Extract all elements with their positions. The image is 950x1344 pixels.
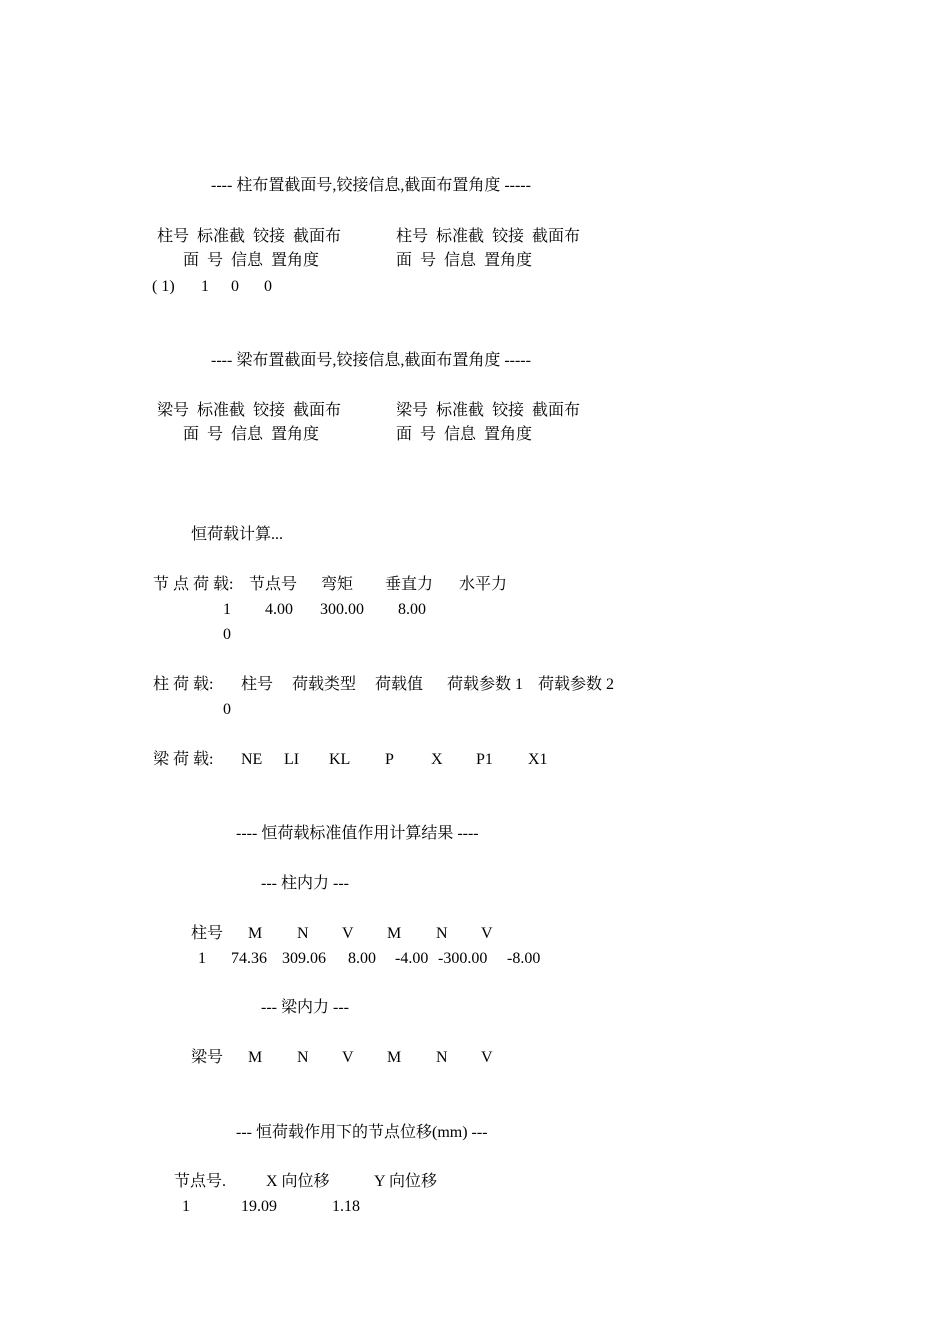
column-layout-header-1-right: 柱号 标准截 铰接 截面布 xyxy=(396,228,581,245)
column-load-col-type: 荷载类型 xyxy=(292,676,357,693)
beam-load-col-x: X xyxy=(431,751,443,768)
column-load-col-param2: 荷载参数 2 xyxy=(538,676,615,693)
column-layout-header-2-right: 面 号 信息 置角度 xyxy=(396,252,533,269)
column-load-col-param1: 荷载参数 1 xyxy=(447,676,524,693)
node-load-col-horizontal: 水平力 xyxy=(459,576,508,593)
node-load-col-vertical: 垂直力 xyxy=(385,576,434,593)
beam-layout-header-2-right: 面 号 信息 置角度 xyxy=(396,426,533,443)
column-load-col-value: 荷载值 xyxy=(375,676,424,693)
results-title: ---- 恒荷载标准值作用计算结果 ---- xyxy=(236,825,479,842)
column-layout-title: ---- 柱布置截面号,铰接信息,截面布置角度 ----- xyxy=(211,177,531,194)
node-load-trailer: 0 xyxy=(223,626,231,643)
beam-forces-col-n2: N xyxy=(436,1049,448,1066)
beam-forces-col-n1: N xyxy=(297,1049,309,1066)
column-layout-row-hinge: 0 xyxy=(231,278,239,295)
column-layout-row-angle: 0 xyxy=(264,278,272,295)
column-forces-row-v2: -8.00 xyxy=(507,950,541,967)
column-forces-subtitle: --- 柱内力 --- xyxy=(261,875,349,892)
column-layout-header-2-left: 面 号 信息 置角度 xyxy=(183,252,320,269)
beam-layout-header-2-left: 面 号 信息 置角度 xyxy=(183,426,320,443)
column-layout-header-1-left: 柱号 标准截 铰接 截面布 xyxy=(157,228,342,245)
beam-layout-header-1-right: 梁号 标准截 铰接 截面布 xyxy=(396,402,581,419)
node-load-row-node: 1 xyxy=(223,601,231,618)
node-load-col-node: 节点号 xyxy=(249,576,298,593)
beam-forces-col-v2: V xyxy=(481,1049,493,1066)
column-forces-row-m2: -4.00 xyxy=(395,950,429,967)
column-layout-row-section: 1 xyxy=(201,278,209,295)
node-load-label: 节 点 荷 载: xyxy=(153,576,234,593)
displacements-row-y: 1.18 xyxy=(332,1198,360,1215)
column-layout-row-id: ( 1) xyxy=(152,278,175,295)
beam-load-label: 梁 荷 载: xyxy=(153,751,214,768)
displacements-col-node: 节点号. xyxy=(174,1173,227,1190)
column-forces-col-n2: N xyxy=(436,925,448,942)
displacements-col-y: Y 向位移 xyxy=(374,1173,437,1190)
column-forces-row-id: 1 xyxy=(198,950,206,967)
beam-layout-header-1-left: 梁号 标准截 铰接 截面布 xyxy=(157,402,342,419)
column-load-label: 柱 荷 载: xyxy=(153,676,214,693)
beam-forces-subtitle: --- 梁内力 --- xyxy=(261,999,349,1016)
beam-forces-col-m1: M xyxy=(248,1049,263,1066)
column-forces-row-n2: -300.00 xyxy=(438,950,488,967)
beam-forces-col-m2: M xyxy=(387,1049,402,1066)
column-forces-col-id: 柱号 xyxy=(191,925,224,942)
column-forces-col-m2: M xyxy=(387,925,402,942)
column-load-trailer: 0 xyxy=(223,701,231,718)
beam-load-col-p1: P1 xyxy=(476,751,493,768)
node-load-row-vertical: 300.00 xyxy=(320,601,364,618)
beam-load-col-kl: KL xyxy=(329,751,351,768)
column-load-col-id: 柱号 xyxy=(241,676,274,693)
node-load-col-moment: 弯矩 xyxy=(321,576,354,593)
column-forces-col-v2: V xyxy=(481,925,493,942)
displacements-subtitle: --- 恒荷载作用下的节点位移(mm) --- xyxy=(236,1124,488,1141)
dead-load-heading: 恒荷载计算... xyxy=(191,526,284,543)
displacements-col-x: X 向位移 xyxy=(266,1173,330,1190)
column-forces-col-n1: N xyxy=(297,925,309,942)
column-forces-col-v1: V xyxy=(342,925,354,942)
beam-load-col-ne: NE xyxy=(241,751,263,768)
column-forces-row-m1: 74.36 xyxy=(231,950,267,967)
beam-load-col-x1: X1 xyxy=(528,751,548,768)
column-forces-row-n1: 309.06 xyxy=(282,950,326,967)
node-load-row-horizontal: 8.00 xyxy=(398,601,426,618)
beam-forces-col-v1: V xyxy=(342,1049,354,1066)
column-forces-col-m1: M xyxy=(248,925,263,942)
beam-load-col-p: P xyxy=(385,751,394,768)
beam-layout-title: ---- 梁布置截面号,铰接信息,截面布置角度 ----- xyxy=(211,352,531,369)
beam-load-col-li: LI xyxy=(284,751,300,768)
column-forces-row-v1: 8.00 xyxy=(348,950,376,967)
node-load-row-moment: 4.00 xyxy=(265,601,293,618)
displacements-row-node: 1 xyxy=(182,1198,190,1215)
beam-forces-col-id: 梁号 xyxy=(191,1049,224,1066)
displacements-row-x: 19.09 xyxy=(241,1198,277,1215)
